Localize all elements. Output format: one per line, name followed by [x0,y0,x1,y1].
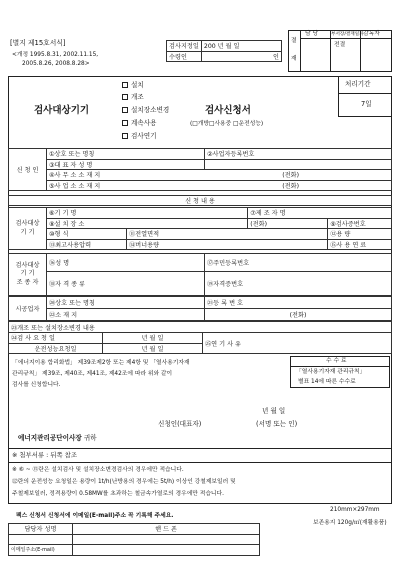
option-modify[interactable] [122,94,144,102]
applicant-row-label[interactable]: ⑤사 업 소 소 재 지 (전화) [47,180,392,191]
contractor-phone[interactable]: (전화) [205,309,392,321]
option-install-label: 설치 [131,81,144,89]
title-prefix: 검사대상기기 [34,105,90,116]
applicant-row-label: ①상호 또는 명칭 [47,149,205,160]
inspect-designated-value: 200 년 월 일 [201,41,281,52]
contact-phone-header: 핸 드 폰 [73,524,260,535]
checkbox-icon[interactable] [122,107,128,113]
content-header-table [8,195,392,206]
certificate-no[interactable]: ⑨검사증번호 [328,218,392,229]
processing-label: 처리기간 [345,80,371,88]
perf-request-date[interactable]: 년 월 일 [103,343,203,354]
form-number: [별지 제15호서식] [10,39,66,47]
contact-email-value[interactable] [73,545,260,556]
amendment-line2: 2005.8.26, 2008.8.28> [22,61,90,67]
fee-title: 수 수 료 [326,358,347,364]
operator-table [8,253,392,296]
contractor-name[interactable]: ⑳상호 또는 명칭 [47,297,205,309]
applicant-row-label[interactable]: ④사 무 소 소 재 지 (전화) [47,170,392,181]
attachment-note: ※ 첨부서류 : 뒤쪽 참조 [12,451,78,459]
option-delay[interactable] [122,133,156,141]
fee-line1: 「열사용기자재 관리규칙」 [296,369,366,375]
option-continue-label: 계속사용 [131,119,157,127]
device-type[interactable]: ⑩형 식 [47,229,127,240]
device-name[interactable]: ⑥기 기 명 [47,208,248,219]
fee-line2: 별표 14에 따른 수수료 [298,379,356,385]
applicant-table [8,148,392,191]
contact-phone-value[interactable] [73,534,260,545]
max-pressure[interactable]: ⑬최고사용압력 [47,239,127,250]
contact-name-header: 담당자 성명 [9,524,73,535]
applicant-section: 신 청 인 [9,149,47,191]
checkbox-icon[interactable] [122,133,128,139]
contractor-reg[interactable]: ㉑등 록 번 호 [205,297,392,309]
email-note: 팩스 신청서 신청서에 이메일(E-mail)주소 꼭 기록해 주세요. [16,513,174,519]
contractor-address[interactable]: ㉒소 재 지 [47,309,205,321]
content-header: 신 청 내 용 [9,196,392,206]
col-jeongeomgyeol: 전결 [334,42,346,48]
statement-line3: 검사를 신청합니다. [12,382,61,388]
option-install[interactable] [122,82,144,90]
contact-name-value[interactable] [9,534,73,545]
amendment-line1: <개정 1995.8.31, 2002.11.15, [12,52,99,58]
option-relocate[interactable] [122,107,169,115]
applicant-row-right[interactable] [205,159,392,170]
install-place[interactable]: ⑧설 치 장 소 [47,218,248,229]
contact-table [8,523,260,556]
note2b: 주철제보일러, 정격용량이 0.58MW를 초과하는 철금속가열로의 경우에만 적습니다. [12,491,224,497]
checkbox-icon[interactable] [122,82,128,88]
title-suffix: 검사신청서 [205,105,251,116]
device-table [8,207,392,250]
statement-line2: 관리규칙」 제39조, 제40조, 제41조, 제42조에 따라 위와 같이 [12,371,173,377]
statement-line1: 「에너지이용 합리화법」 제39조제2항 또는 제4항 및 「열사용기자재 [12,360,190,366]
approval-gyeol: 결 [291,38,297,44]
heating-area[interactable]: ⑪전열면적 [127,229,328,240]
license-no[interactable]: ⑲자격증번호 [205,272,392,296]
inspect-request-label: ㉔검 사 요 청 일 [9,333,103,344]
inspect-designated-table [166,40,282,62]
signer-label: 신청인(대표자) [158,420,202,428]
option-continue[interactable] [122,120,156,128]
contractor-section: 시공업자 [9,297,47,321]
license-type[interactable]: ⑱자 격 종 류 [47,272,205,296]
device-section: 검사대상 기 기 [9,208,47,250]
contact-email-label: 이메일주소(E-mail) [9,545,73,556]
recipient: 에너지관리공단이사장 귀하 [18,434,97,442]
applicant-row-label: ③대 표 자 성 명 [47,159,205,170]
col-small: 부서장/결재일자 [331,32,364,37]
note2a: ⑫란의 운전성능 요청일은 용량이 1t/h(난방용의 경우에는 5t/h) 이상인 강철제보일러 및 [12,479,236,485]
processing-value: 7일 [361,100,372,108]
inspect-designated-label: 검사지정일 [167,41,202,52]
paper-size: 210mm×297mm [330,507,380,513]
option-continue-sub: (□개방□사용중 □운전성능) [190,121,264,127]
option-relocate-label: 설치장소변경 [131,106,170,114]
operator-name[interactable]: ⑯성 명 [47,254,205,272]
manufacturer[interactable]: ⑦제 조 자 명 [248,208,392,219]
sign-note[interactable]: (서명 또는 인) [256,420,298,428]
applicant-row-right[interactable]: ②사업자등록번호 [205,149,392,160]
paper-type: 보존용지 120g/㎡(재활용품) [313,520,387,526]
perf-request-label: 운전성능요청일 [9,343,103,354]
sign-date[interactable]: 년 월 일 [262,407,286,415]
contractor-table [8,296,392,321]
operator-id[interactable]: ⑰주민등록번호 [205,254,392,272]
fuel[interactable]: ⑮사 용 연 료 [328,239,392,250]
inspect-request-date[interactable]: 년 월 일 [103,333,203,344]
burner-capacity[interactable]: ⑭버너용량 [127,239,328,250]
install-phone[interactable]: (전화) [248,218,328,229]
receiver-label: 수령인 [167,51,202,62]
checkbox-icon[interactable] [122,120,128,126]
modify-table [8,321,392,354]
delay-reason[interactable]: ㉕연 기 사 유 [203,333,392,354]
checkbox-icon[interactable] [122,94,128,100]
col-director: 감독자 [363,31,380,37]
option-modify-label: 개조 [131,93,144,101]
col-damdang: 담 당 [305,31,319,37]
receiver-seal: 인 [201,51,281,62]
option-delay-label: 검사연기 [131,132,157,140]
operator-section: 검사대상 기 기 조 종 자 [9,254,47,296]
approval-jae: 재 [291,56,297,62]
modify-content[interactable]: ㉓개조 또는 설치장소변경 내용 [9,322,392,333]
note1: ※ ⑥ ~ ⑮란은 설치검사 및 설치장소변경검사의 경우에만 적습니다. [12,467,184,473]
capacity[interactable]: ⑫용 량 [328,229,392,240]
